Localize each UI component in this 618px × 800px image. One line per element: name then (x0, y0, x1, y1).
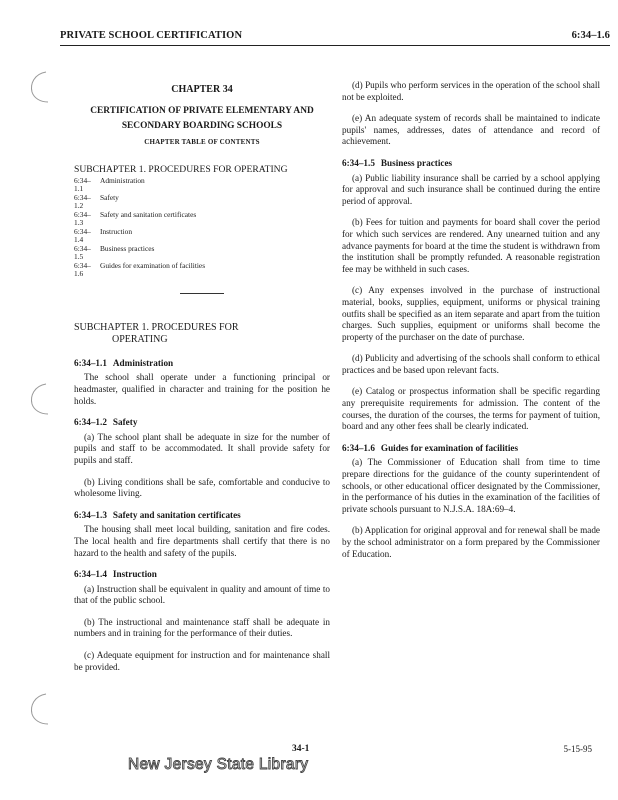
subchapter-heading (74, 322, 330, 346)
section-paragraph: (b) Living conditions shall be safe, comfortable and conducive to wholesome living. (74, 476, 330, 499)
toc-item (74, 211, 330, 228)
section-heading (74, 510, 330, 522)
toc-item-num: 6:34–1.6 (74, 260, 91, 279)
toc-item (74, 245, 330, 262)
section-heading (342, 443, 600, 455)
toc-item-title: Administration (100, 175, 145, 185)
toc-item (74, 262, 330, 279)
punch-hole-icon (26, 68, 54, 108)
section-paragraph: (c) Any expenses involved in the purchase of instructional material, books, supplies, equipment, uniforms or physical training outfits shall be specified as an item separate and apart from the tuition charges. Such supplies, equipment or uniforms shall become the property of the purchaser on the date of purchase. (342, 285, 600, 342)
subchapter-heading-line1: SUBCHAPTER 1. PROCEDURES FOR (74, 321, 239, 333)
section-paragraph: (c) Adequate equipment for instruction and for maintenance shall be provided. (74, 650, 330, 672)
section-number: 6:34–1.4 (74, 569, 107, 580)
header-section-range: 6:34–1.6 (571, 30, 610, 41)
toc-item-title: Safety and sanitation certificates (100, 209, 197, 219)
toc-item-num: 6:34–1.5 (74, 243, 91, 262)
page-number: 34-1 (292, 744, 310, 754)
toc-item-title: Instruction (100, 226, 133, 236)
toc-item-num: 6:34–1.1 (74, 175, 91, 194)
subchapter-heading-line2: OPERATING (112, 333, 168, 345)
section-heading (74, 358, 330, 370)
section-number: 6:34–1.1 (74, 357, 107, 368)
toc-item-num: 6:34–1.3 (74, 209, 91, 228)
toc-subchapter: SUBCHAPTER 1. PROCEDURES FOR OPERATING (74, 164, 288, 176)
toc-item (74, 194, 330, 211)
header-title: PRIVATE SCHOOL CERTIFICATION (60, 30, 243, 41)
section-paragraph: (a) The Commissioner of Education shall from time to time prepare directions for the guidance of the county superintendent of schools, or other educational officer designated by the Commissioner, in the performance of his duties in the examination of the facilities of private schools pursuant to N.J.S.A. 18A:69–4. (342, 457, 600, 514)
toc-item (74, 228, 330, 245)
section-paragraph: (d) Publicity and advertising of the schools shall conform to ethical practices and be based upon relevant facts. (342, 353, 600, 375)
chapter-subtitle-line2: SECONDARY BOARDING SCHOOLS (121, 121, 283, 132)
section-title: Safety (112, 417, 138, 428)
toc-title: CHAPTER TABLE OF CONTENTS (144, 137, 260, 146)
section-divider (180, 293, 224, 294)
section-heading (74, 417, 330, 429)
punch-hole-icon (26, 380, 54, 420)
header-rule (60, 45, 610, 46)
section-paragraph: (b) The instructional and maintenance staff shall be adequate in numbers and in training for the performance of their duties. (74, 616, 330, 639)
toc-list (74, 177, 330, 279)
section-number: 6:34–1.3 (74, 509, 107, 520)
library-stamp: New Jersey State Library (128, 756, 309, 773)
section-paragraph: (a) Public liability insurance shall be carried by a school applying for approval and such insurance shall be continued during the entire period of approval. (342, 172, 600, 206)
section-title: Administration (112, 357, 174, 368)
toc-item-num: 6:34–1.2 (74, 192, 91, 211)
toc-item-title: Business practices (100, 243, 155, 253)
section-paragraph: (e) Catalog or prospectus information shall be specific regarding any prerequisite requirements for admission. The content of the courses, the duration of the courses, the terms for payment of tuition, board and any other fees shall be clearly indicated. (342, 386, 600, 432)
chapter-subtitle-line1: CERTIFICATION OF PRIVATE ELEMENTARY AND (90, 105, 314, 116)
punch-hole-icon (26, 690, 54, 730)
toc-item (74, 177, 330, 194)
section-paragraph: The school shall operate under a functioning principal or headmaster, qualified in character and training for the position he holds. (74, 372, 330, 406)
left-column (74, 80, 330, 683)
section-paragraph: (a) The school plant shall be adequate in size for the number of pupils and staff to be accommodated. It shall provide safety for pupils and staff. (74, 431, 330, 465)
section-paragraph: (e) An adequate system of records shall be maintained to indicate pupils' names, addresses, dates of attendance and record of achievement. (342, 113, 600, 147)
section-paragraph: (b) Application for original approval and for renewal shall be made by the school administrator on a form prepared by the Commissioner of Education. (342, 525, 600, 559)
revision-date: 5-15-95 (563, 744, 592, 754)
section-number: 6:34–1.5 (342, 157, 375, 168)
right-column (342, 80, 600, 570)
toc-item-num: 6:34–1.4 (74, 226, 91, 245)
section-paragraph: (d) Pupils who perform services in the operation of the school shall not be exploited. (342, 80, 600, 102)
section-number: 6:34–1.2 (74, 417, 107, 428)
running-header (60, 30, 610, 44)
section-paragraph: The housing shall meet local building, sanitation and fire codes. The local health and fire departments shall certify that there is no hazard to the health and safety of the pupils. (74, 524, 330, 558)
section-title: Safety and sanitation certificates (112, 509, 241, 520)
section-title: Business practices (380, 157, 453, 168)
section-title: Instruction (112, 569, 157, 580)
section-heading (74, 569, 330, 581)
section-title: Guides for examination of facilities (380, 442, 519, 453)
section-number: 6:34–1.6 (342, 442, 375, 453)
toc-item-title: Safety (100, 192, 119, 202)
section-heading (342, 158, 600, 170)
toc-item-title: Guides for examination of facilities (100, 260, 206, 270)
chapter-title: CHAPTER 34 (171, 84, 233, 95)
section-paragraph: (b) Fees for tuition and payments for board shall cover the period for which such services are rendered. Any unearned tuition and any advance payments for board at the time the student is withdrawn from the institution shall be promptly refunded. A reasonable registration fee may be withheld in such cases. (342, 217, 600, 274)
section-paragraph: (a) Instruction shall be equivalent in quality and amount of time to that of the public school. (74, 583, 330, 606)
